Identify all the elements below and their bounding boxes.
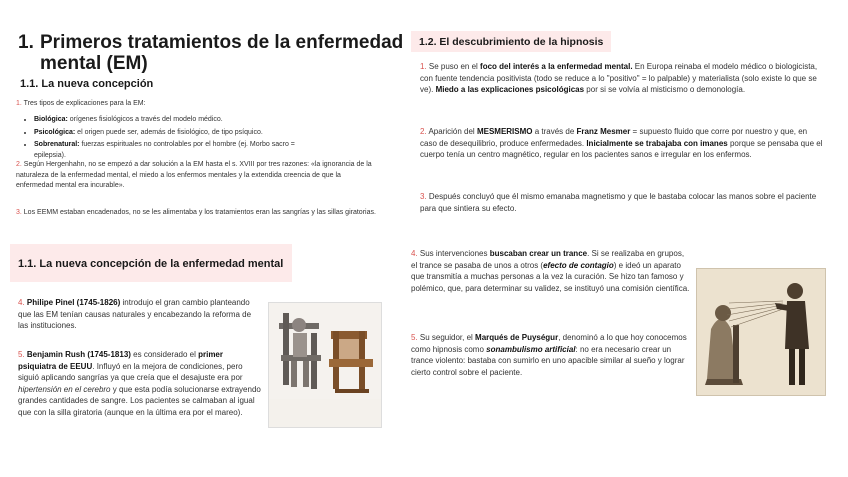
paragraph-text: Tres tipos de explicaciones para la EM: [23,100,146,107]
paragraph-number: 2. [16,161,22,168]
paragraph-number: 3. [420,192,427,201]
paragraph-number: 5. [411,333,418,342]
paragraph-text: = supuesto fluido que corre por nuestro y que, en caso de desequilibrio, produce enfermedades. [420,127,808,148]
list-item-text: orígenes fisiológicos a través del modelo médico. [67,116,223,123]
list-item-term: Biológica: [34,116,68,123]
title-line-1: Primeros tratamientos de la enfermedad [40,32,404,53]
paragraph-r3 [420,191,824,214]
section-banner-title: 1.2. El descubrimiento de la hipnosis [419,36,604,48]
paragraph-text: Después concluyó que él mismo emanaba magnetismo y que le bastaba colocar las manos sobre el paciente para que sintiera su efecto. [420,192,817,213]
mesmerism-engraving [696,268,826,396]
paragraph-number: 4. [18,298,25,307]
paragraph-bold: MESMERISMO [476,127,533,136]
paragraph-r2 [420,126,824,161]
paragraph-5 [18,349,262,418]
paragraph-text: a través de [532,127,577,136]
list-item [34,140,322,161]
paragraph-text: , denominó a lo que hoy conocemos como hipnosis como [411,333,687,354]
paragraph-text: . Si se realizaba en grupos, el trance se pasaba de unos a otros ( [411,249,685,270]
explanation-list [22,115,322,163]
list-item [34,128,322,139]
paragraph-bold: Benjamin Rush (1745-1813) [24,350,131,359]
list-item-term: Psicológica: [34,128,76,136]
paragraph-r5 [411,332,691,378]
paragraph-bold-italic: sonambulismo artificial [486,344,576,354]
list-item [34,115,322,126]
paragraph-text: es considerado el [130,350,199,359]
paragraph-text: Los EEMM estaban encadenados, no se les alimentaba y los tratamientos eran las sangrías y las sillas giratorias. [21,209,376,216]
paragraph-r4 [411,248,691,294]
list-item-term: Sobrenatural: [34,141,80,148]
title-line-2: mental (EM) [40,53,148,74]
paragraph-text: por si se volvía al misticismo o demonología. [584,85,746,94]
paragraph-text: En Europa reinaba el modelo médico o biologicista, con fuente tendencia positivista (todo se reduce a lo "positivo" = lo palpable) y materialista (solo existe lo que se ve). [420,62,818,94]
paragraph-bold: Inicialmente se trabajaba con imanes [586,138,728,148]
paragraph-bold: buscaban crear un trance [489,249,588,258]
paragraph-number: 5. [18,350,25,359]
chairs-drawing [269,303,381,427]
paragraph-number: 1. [16,100,22,107]
list-item-text: fuerzas espirituales no controlables por el hombre (ej. Morbo sacro = epilepsia). [34,141,295,159]
section-banner-title: 1.1. La nueva concepción de la enfermedad mental [18,258,284,270]
section-banner-right [411,31,611,52]
paragraph-4 [18,297,260,332]
page-title [18,32,408,74]
paragraph-bold: Philipe Pinel (1745-1826) [24,298,121,307]
paragraph-text: y que esta podía solucionarse extrayendo grandes cantidades de sangre. Los pacientes se calmaban al igual que con la silla giratoria (aunque en la última era por el mareo). [18,384,261,417]
mesmerism-drawing [697,269,825,395]
paragraph-italic: hipertensión en el cerebro [18,384,111,394]
paragraph-number: 2. [420,127,427,136]
paragraph-text: . Influyó en la mejora de condiciones, pero siguió aplicando sangrías ya que creía que el desajuste era por [18,361,243,382]
chairs-illustration [268,302,382,428]
paragraph-bold: Marqués de Puységur [475,333,559,342]
paragraph-text: porque se pensaba que el cuerpo tenía un centro magnético, regular en los pacientes sanos e irregular en los enfermos. [420,138,823,159]
paragraph-1 [16,99,276,110]
paragraph-3 [16,208,378,219]
paragraph-text: Su seguidor, el [417,333,476,342]
paragraph-text: Aparición del [426,127,477,136]
paragraph-text: ) e ideó un aparato que transmitía a muchas personas a la vez la curación. Se hizo tan famoso y polémico, que, para determinar su validez, se instituyó una comisión científica. [411,260,690,293]
paragraph-number: 4. [411,249,418,258]
paragraph-2 [16,160,378,192]
paragraph-number: 3. [16,209,22,216]
paragraph-text: introdujo el gran cambio planteando que las EM tenían causas naturales y encabezando la reforma de las instituciones. [18,298,252,330]
paragraph-bold: primer psiquiatra de EEUU [18,350,223,371]
paragraph-bold: foco del interés a la enfermedad mental. [480,62,633,71]
section-banner-left [10,244,292,282]
paragraph-number: 1. [420,62,427,71]
paragraph-r1 [420,61,820,96]
paragraph-text: : no era necesario crear un trance violento: bastaba con sumirlo en uno apacible similar al sueño y lograr cierto control sobre el paciente. [411,344,685,377]
paragraph-bold: Miedo a las explicaciones psicológicas [435,85,585,94]
paragraph-text: Sus intervenciones [417,249,490,258]
paragraph-text: Se puso en el [426,62,481,71]
paragraph-bold: Franz Mesmer [576,127,631,136]
paragraph-text: Según Hergenhahn, no se empezó a dar solución a la EM hasta el s. XVIII por tres razones: «la ignorancia de la naturaleza de la enfermedad mental, el miedo a los enfermos mentales y la extendida creencia de que la enfermedad mental era incurable». [16,161,372,189]
paragraph-bold-italic: efecto de contagio [543,260,614,270]
section-heading-1-1: 1.1. La nueva concepción [20,78,154,90]
list-item-text: el origen puede ser, además de fisiológico, de tipo psíquico. [75,128,263,136]
title-number: 1. [18,32,34,53]
